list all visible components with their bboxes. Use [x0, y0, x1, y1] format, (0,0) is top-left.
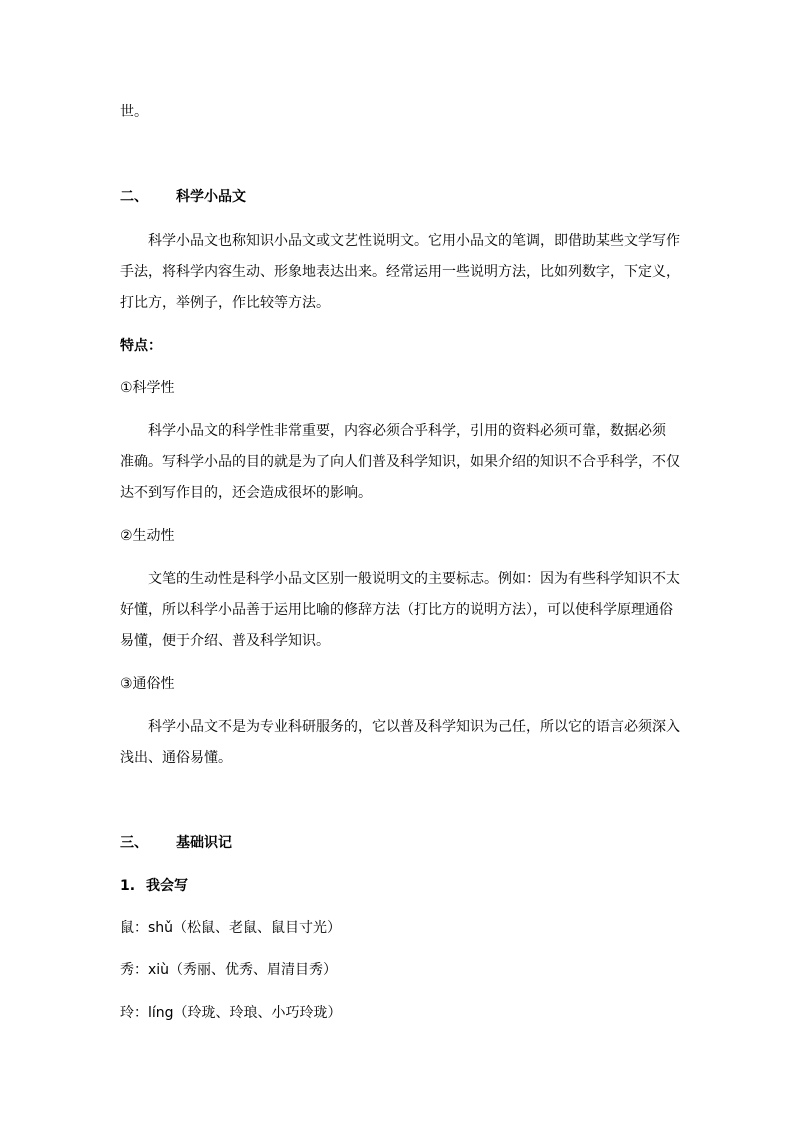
section-2-para-line: 打比方，举例子，作比较等方法。: [120, 295, 330, 311]
feature-line: 文笔的生动性是科学小品文区别一般说明文的主要标志。例如：因为有些科学知识不太: [148, 571, 680, 587]
word-entry: 鼠：shǔ（松鼠、老鼠、鼠目寸光）: [120, 920, 342, 936]
word-entry: 秀：xiù（秀丽、优秀、眉清目秀）: [120, 962, 338, 978]
feature-line: 好懂，所以科学小品善于运用比喻的修辞方法（打比方的说明方法），可以使科学原理通俗: [120, 602, 673, 618]
intro-tail: 世。: [120, 104, 148, 120]
feature-label-vivid: ②生动性: [120, 528, 175, 544]
feature-line: 科学小品文不是为专业科研服务的，它以普及科学知识为己任，所以它的语言必须深入: [148, 719, 680, 735]
feature-line: 浅出、通俗易懂。: [120, 750, 232, 766]
subsection-number: 1.: [120, 878, 136, 894]
feature-line: 准确。写科学小品的目的就是为了向人们普及科学知识，如果介绍的知识不合乎科学，不仅: [120, 454, 680, 470]
feature-label-popular: ③通俗性: [120, 676, 175, 692]
feature-line: 易懂，便于介绍、普及科学知识。: [120, 633, 330, 649]
subsection-title: 我会写: [146, 878, 188, 894]
feature-line: 达不到写作目的，还会造成很坏的影响。: [120, 485, 372, 501]
section-3-heading: [120, 833, 232, 853]
section-2-heading: [120, 187, 246, 207]
feature-line: 科学小品文的科学性非常重要，内容必须合乎科学，引用的资料必须可靠，数据必须: [148, 423, 666, 439]
section-2-title: 科学小品文: [176, 189, 246, 205]
feature-label-scientific: ①科学性: [120, 380, 175, 396]
section-3-number: 三、: [120, 835, 148, 851]
section-2-para-line: 手法，将科学内容生动、形象地表达出来。经常运用一些说明方法，比如列数字，下定义，: [120, 264, 680, 280]
section-3-title: 基础识记: [176, 835, 232, 851]
section-2-number: 二、: [120, 189, 148, 205]
section-2-para-line: 科学小品文也称知识小品文或文艺性说明文。它用小品文的笔调，即借助某些文学写作: [148, 233, 680, 249]
word-entry: 玲：líng（玲珑、玲琅、小巧玲珑）: [120, 1005, 342, 1021]
features-label: 特点：: [120, 338, 162, 354]
subsection-heading: [120, 876, 188, 896]
